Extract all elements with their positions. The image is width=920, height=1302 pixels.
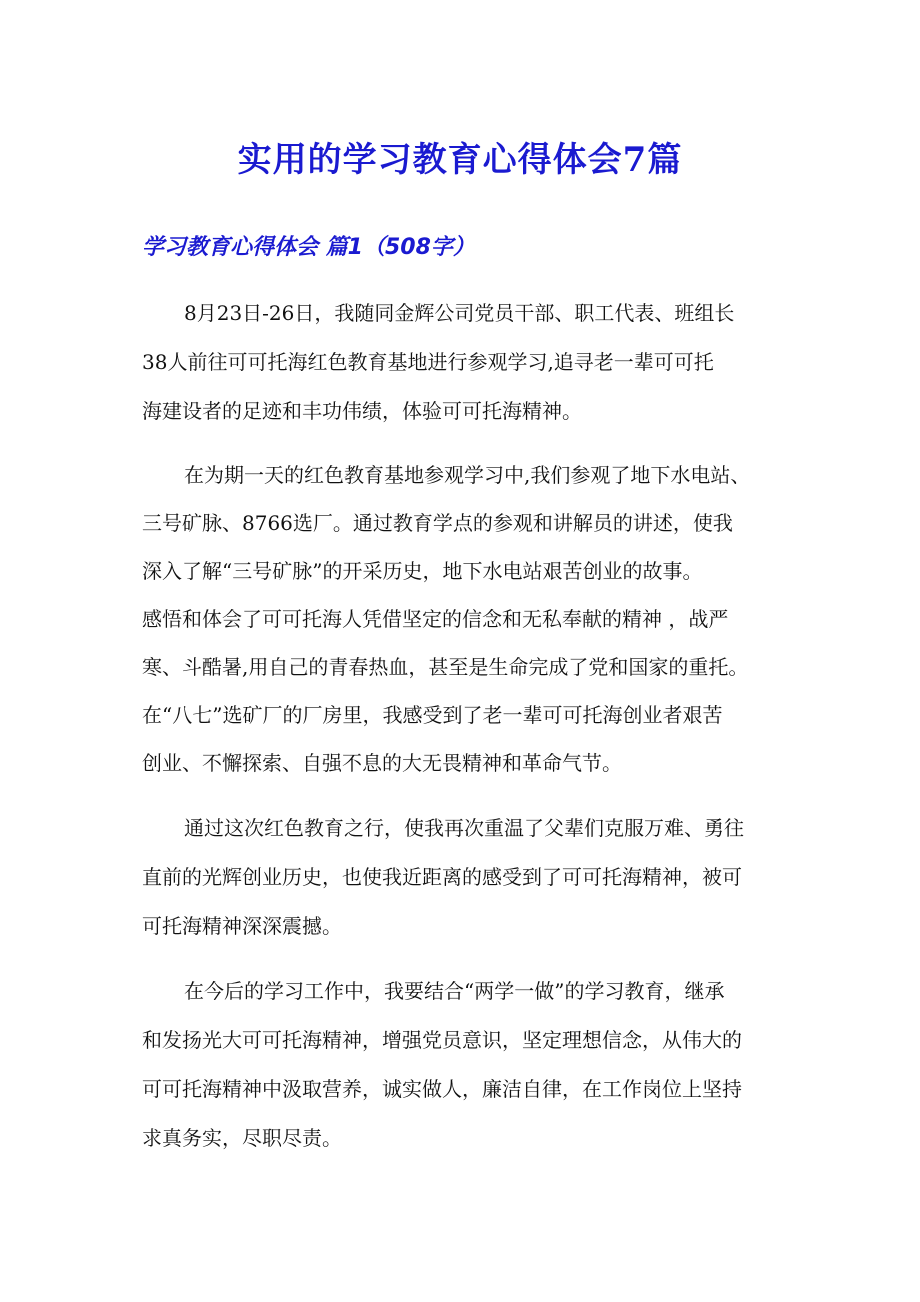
paragraph-1-line-2: 38人前往可可托海红色教育基地进行参观学习,追寻老一辈可可托	[142, 350, 714, 374]
paragraph-4-line-2: 和发扬光大可可托海精神，增强党员意识，坚定理想信念，从伟大的	[142, 1028, 742, 1052]
paragraph-2-line-7: 创业、不懈探索、自强不息的大无畏精神和革命气节。	[142, 751, 622, 775]
paragraph-1-line-1: 8月23日-26日，我随同金辉公司党员干部、职工代表、班组长	[184, 301, 735, 325]
paragraph-2-line-6: 在“八七”选矿厂的厂房里，我感受到了老一辈可可托海创业者艰苦	[142, 703, 723, 727]
paragraph-3-line-3: 可托海精神深深震撼。	[142, 914, 342, 938]
paragraph-2-line-2: 三号矿脉、8766选厂。通过教育学点的参观和讲解员的讲述，使我	[142, 511, 733, 535]
document-title: 实用的学习教育心得体会7篇	[237, 140, 683, 180]
paragraph-3-line-1: 通过这次红色教育之行，使我再次重温了父辈们克服万难、勇往	[184, 816, 744, 840]
paragraph-4-line-1: 在今后的学习工作中，我要结合“两学一做”的学习教育，继承	[184, 979, 725, 1003]
paragraph-2-line-4: 感悟和体会了可可托海人凭借坚定的信念和无私奉献的精神 ，战严	[142, 607, 729, 631]
paragraph-4-line-3: 可可托海精神中汲取营养，诚实做人，廉洁自律，在工作岗位上坚持	[142, 1077, 742, 1101]
paragraph-3-line-2: 直前的光辉创业历史，也使我近距离的感受到了可可托海精神，被可	[142, 865, 742, 889]
section-heading: 学习教育心得体会 篇1（508字）	[142, 235, 475, 260]
paragraph-2-line-3: 深入了解“三号矿脉”的开采历史，地下水电站艰苦创业的故事。	[142, 559, 703, 583]
paragraph-1-line-3: 海建设者的足迹和丰功伟绩，体验可可托海精神。	[142, 399, 582, 423]
paragraph-4-line-4: 求真务实，尽职尽责。	[142, 1126, 342, 1150]
paragraph-2-line-1: 在为期一天的红色教育基地参观学习中,我们参观了地下水电站、	[184, 463, 751, 487]
paragraph-2-line-5: 寒、斗酷暑,用自己的青春热血，甚至是生命完成了党和国家的重托。	[142, 655, 749, 679]
